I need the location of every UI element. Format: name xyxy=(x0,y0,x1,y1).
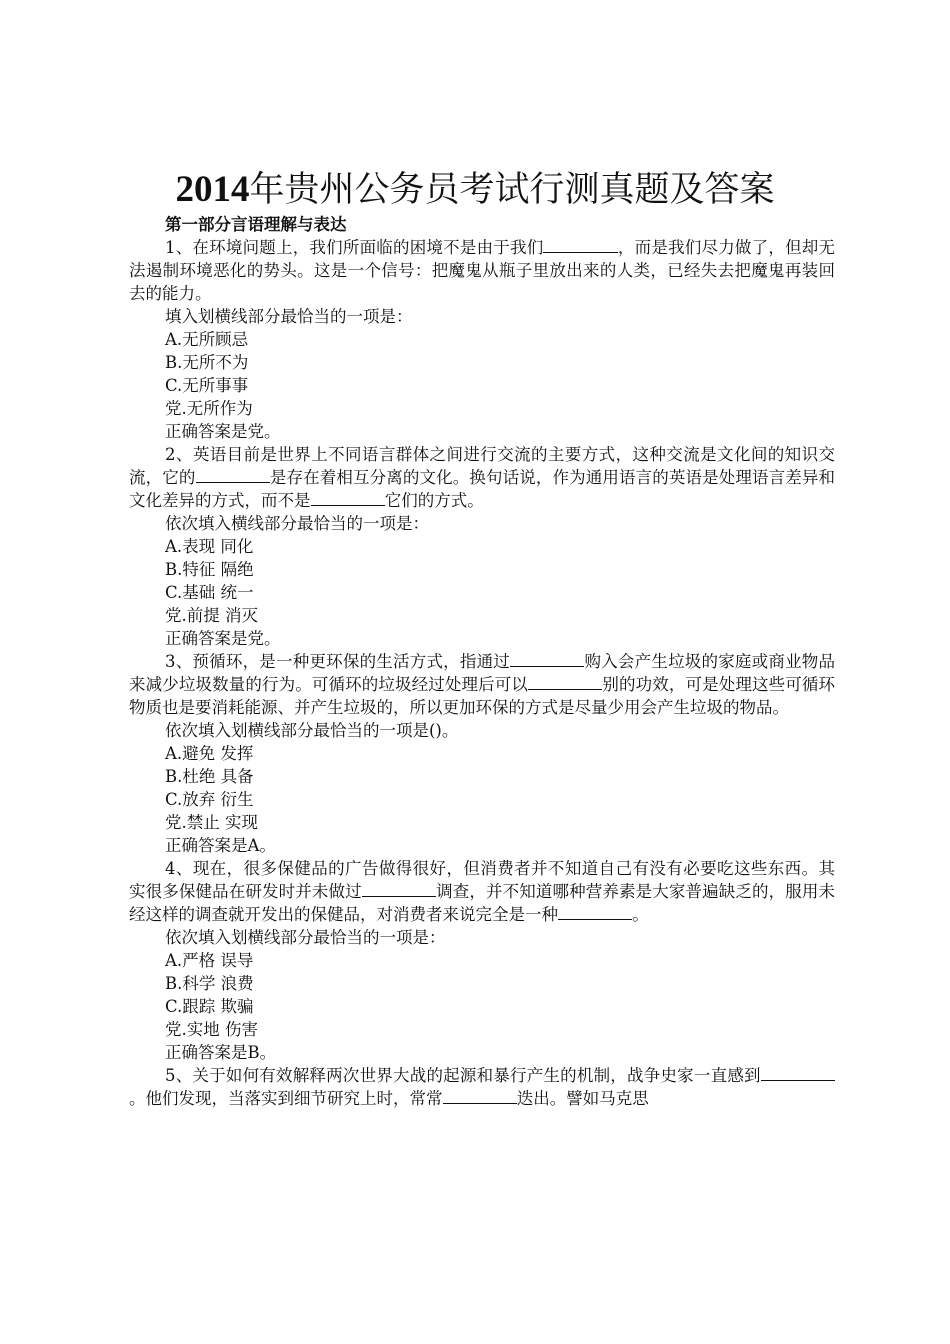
question-2-option-d: 党.前提 消灭 xyxy=(165,606,258,625)
stem-text: 是存在着相互分离的文化。换句话说，作为通用语言的英语是处理语言差异和文化差异的方式，而不是 xyxy=(129,468,835,510)
stem-text: 。 xyxy=(632,905,649,924)
question-1-option-a: A.无所顾忌 xyxy=(165,330,249,349)
question-4-option-c: C.跟踪 欺骗 xyxy=(165,997,254,1016)
answer-blank xyxy=(443,1088,517,1104)
document-title xyxy=(0,168,950,212)
question-3-answer: 正确答案是A。 xyxy=(165,836,276,855)
stem-text: 3、预循环，是一种更环保的生活方式，指通过 xyxy=(165,652,511,671)
question-4-stem xyxy=(129,857,835,926)
question-4-option-a: A.严格 误导 xyxy=(165,951,254,970)
stem-text: 迭出。譬如马克思 xyxy=(516,1089,649,1108)
question-1-prompt: 填入划横线部分最恰当的一项是： xyxy=(165,307,413,326)
answer-blank xyxy=(510,651,584,667)
question-3-prompt: 依次填入划横线部分最恰当的一项是()。 xyxy=(165,721,459,740)
question-4-answer: 正确答案是B。 xyxy=(165,1043,277,1062)
section-heading: 第一部分言语理解与表达 xyxy=(165,215,347,234)
question-2-option-c: C.基础 统一 xyxy=(165,583,254,602)
question-2-option-a: A.表现 同化 xyxy=(165,537,254,556)
question-1-option-c: C.无所事事 xyxy=(165,376,249,395)
stem-text: 购入会产生垃圾的家庭或商业物品来减少垃圾数量的行为。可循环的垃圾经过处理后可以 xyxy=(129,652,836,694)
stem-text: 1、在环境问题上，我们所面临的困境不是由于我们 xyxy=(165,238,544,257)
question-2-prompt: 依次填入横线部分最恰当的一项是： xyxy=(165,514,429,533)
question-3-option-a: A.避免 发挥 xyxy=(165,744,254,763)
answer-blank xyxy=(543,237,617,253)
question-2-answer: 正确答案是党。 xyxy=(165,629,281,648)
stem-text: 调查，并不知道哪种营养素是大家普遍缺乏的，服用未经这样的调查就开发出的保健品，对消费者来说完全是一种 xyxy=(129,882,835,924)
question-3-option-b: B.杜绝 具备 xyxy=(165,767,254,786)
stem-text: 别的功效，可是处理这些可循环物质也是要消耗能源、并产生垃圾的，所以更加环保的方式是尽量少用会产生垃圾的物品。 xyxy=(129,675,835,717)
stem-text: 它们的方式。 xyxy=(384,491,484,510)
question-4-prompt: 依次填入划横线部分最恰当的一项是： xyxy=(165,928,446,947)
question-1-answer: 正确答案是党。 xyxy=(165,422,281,441)
title-text: 年贵州公务员考试行测真题及答案 xyxy=(249,170,775,210)
stem-text: 5、关于如何有效解释两次世界大战的起源和暴行产生的机制，战争史家一直感到 xyxy=(165,1066,761,1085)
question-1-option-d: 党.无所作为 xyxy=(165,399,253,418)
document-body xyxy=(129,213,835,1110)
stem-text: 4、现在，很多保健品的广告做得很好，但消费者并不知道自己有没有必要吃这些东西。其实很多保健品在研发时并未做过 xyxy=(129,859,835,901)
question-5-stem xyxy=(129,1064,835,1110)
answer-blank xyxy=(558,904,632,920)
question-2-option-b: B.特征 隔绝 xyxy=(165,560,254,579)
question-3-option-d: 党.禁止 实现 xyxy=(165,813,258,832)
question-1-option-b: B.无所不为 xyxy=(165,353,249,372)
stem-text: 2、英语目前是世界上不同语言群体之间进行交流的主要方式，这种交流是文化间的知识交流，它的 xyxy=(129,445,835,487)
answer-blank xyxy=(196,467,270,483)
stem-text: ，而是我们尽力做了，但却无法遏制环境恶化的势头。这是一个信号：把魔鬼从瓶子里放出来的人类，已经失去把魔鬼再装回去的能力。 xyxy=(129,238,836,303)
question-4-option-b: B.科学 浪费 xyxy=(165,974,254,993)
question-4-option-d: 党.实地 伤害 xyxy=(165,1020,258,1039)
answer-blank xyxy=(311,490,385,506)
answer-blank xyxy=(362,881,436,897)
question-3-stem xyxy=(129,650,835,719)
question-2-stem xyxy=(129,443,835,512)
title-year: 2014 xyxy=(175,169,250,210)
question-1-stem xyxy=(129,236,835,305)
stem-text: 。他们发现，当落实到细节研究上时，常常 xyxy=(129,1089,443,1108)
answer-blank xyxy=(761,1065,835,1081)
question-3-option-c: C.放弃 衍生 xyxy=(165,790,254,809)
answer-blank xyxy=(528,674,602,690)
